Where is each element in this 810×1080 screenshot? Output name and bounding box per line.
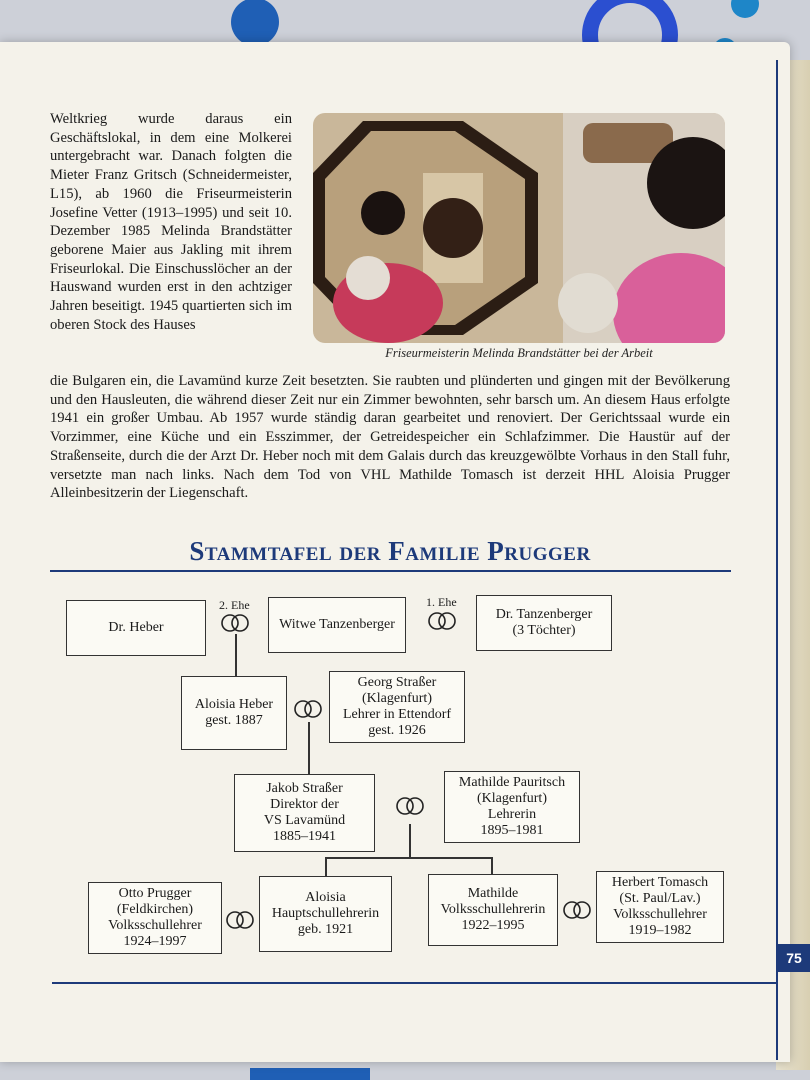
marriage-rings-icon <box>393 795 427 817</box>
tree-box-aloisia: Aloisia Hauptschullehrerin geb. 1921 <box>259 876 392 952</box>
tree-box-mathilde-pauritsch: Mathilde Pauritsch (Klagenfurt) Lehrerin 1895–1981 <box>444 771 580 843</box>
tree-box-otto: Otto Prugger (Feldkirchen) Volksschullehrer 1924–1997 <box>88 882 222 954</box>
tree-box-mathilde: Mathilde Volksschullehrerin 1922–1995 <box>428 874 558 946</box>
marriage-rings-icon <box>425 610 459 632</box>
tree-line <box>235 634 237 676</box>
tree-box-witwe: Witwe Tanzenberger <box>268 597 406 653</box>
tree-line <box>409 824 411 858</box>
body-text-full: die Bulgaren ein, die Lavamünd kurze Zeit besetzten. Sie raubten und plünderten und gingen mit der Bevölkerung und den Hausleuten, die während dieser Zeit nur ein Zimmer bewohnten, sehr barsch um. An diesem Haus erfolgte 1941 ein großer Umbau. Ab 1957 wurde ständig daran gearbeitet und renoviert. Der Gerichtssaal wurde ein Vorzimmer, eine Küche und ein Esszimmer, der Getreidespeicher ein Schlafzimmer. Die Haustür auf der Straßenseite, durch die der Arzt Dr. Heber noch mit dem Galais durch das kreuzgewölbte Vorhaus in den Stall fuhr, versetzte man nach links. Nach dem Tod von VHL Mathilde Tomasch ist derzeit HHL Aloisia Prugger Alleinbesitzerin der Liegenschaft. <box>50 373 730 502</box>
section-heading: Stammtafel der Familie Prugger <box>189 536 591 566</box>
page-number: 75 <box>778 944 810 972</box>
marriage-rings-icon <box>291 698 325 720</box>
body-text-top: Weltkrieg wurde daraus ein Geschäftslokal, in dem eine Molkerei untergebracht war. Danach folgten die Mieter Franz Gritsch (Schneidermeister, L15), ab 1960 die Friseurmeisterin Josefine Vetter (1913–1995) und seit 10. Dezember 1985 Melinda Brandstätter geborene Maier aus Jakling mit ihrem Friseurlokal. Die Einschusslöcher an der Hauswand wurden erst in den achtziger Jahren beseitigt. 1945 quartierten sich im oberen Stock des Hauses <box>50 111 292 333</box>
marriage-label-2: 2. Ehe <box>219 598 250 612</box>
salon-photo <box>313 113 725 343</box>
tree-box-georg: Georg Straßer (Klagenfurt) Lehrer in Ettendorf gest. 1926 <box>329 671 465 743</box>
tree-box-aloisia-heber: Aloisia Heber gest. 1887 <box>181 676 287 750</box>
tree-line <box>325 857 327 876</box>
tree-box-tanzenberger: Dr. Tanzenberger (3 Töchter) <box>476 595 612 651</box>
marriage-rings-icon <box>218 612 252 634</box>
tree-line <box>325 857 492 859</box>
tree-line <box>308 722 310 774</box>
tree-box-herbert: Herbert Tomasch (St. Paul/Lav.) Volksschullehrer 1919–1982 <box>596 871 724 943</box>
tree-box-heber: Dr. Heber <box>66 600 206 656</box>
photo-caption: Friseurmeisterin Melinda Brandstätter bei der Arbeit <box>385 346 653 360</box>
marriage-rings-icon <box>560 899 594 921</box>
marriage-rings-icon <box>223 909 257 931</box>
page-rule-right <box>776 60 778 1060</box>
tree-line <box>491 857 493 874</box>
bottom-rule <box>52 982 776 984</box>
heading-rule <box>50 570 731 572</box>
tree-box-jakob: Jakob Straßer Direktor der VS Lavamünd 1885–1941 <box>234 774 375 852</box>
marriage-label-1: 1. Ehe <box>426 595 457 609</box>
